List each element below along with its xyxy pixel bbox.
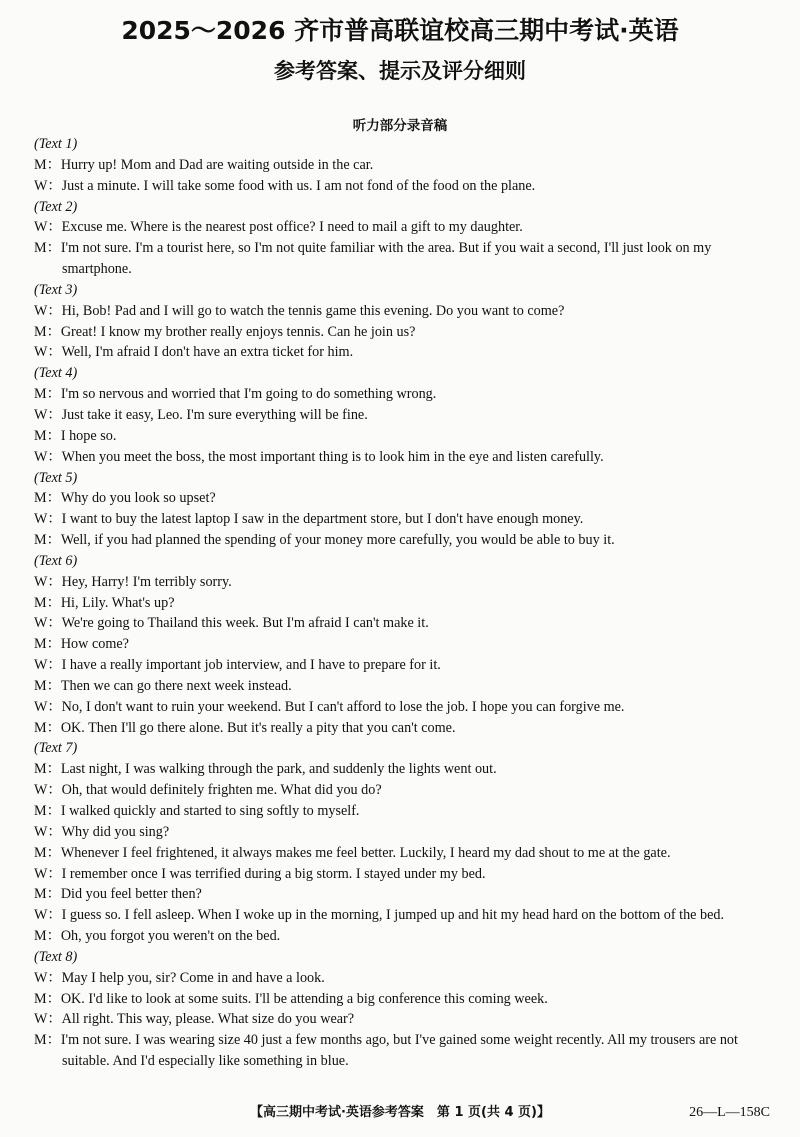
dialogue-line xyxy=(34,301,774,322)
speaker-label: W： xyxy=(34,823,62,840)
speaker-label: W： xyxy=(34,511,62,528)
dialogue-text: We're going to Thailand this week. But I'm afraid I can't make it. xyxy=(61,615,429,632)
speaker-label: W： xyxy=(34,406,62,423)
text-heading: (Text 1) xyxy=(34,136,78,152)
dialogue-line xyxy=(34,655,774,676)
speaker-label: W： xyxy=(34,615,62,632)
text-heading: (Text 3) xyxy=(34,281,78,298)
speaker-label: M： xyxy=(34,427,61,444)
dialogue-text: When you meet the boss, the most important thing is to look him in the eye and listen carefully. xyxy=(61,448,604,465)
speaker-label: W： xyxy=(34,865,62,882)
dialogue-line xyxy=(34,405,774,426)
dialogue-text: I want to buy the latest laptop I saw in the department store, but I don't have enough money. xyxy=(61,511,584,528)
speaker-label: M： xyxy=(34,677,61,694)
page-title: 2025～2026 齐市普高联谊校高三期中考试·英语 xyxy=(121,16,679,45)
dialogue-text: No, I don't want to ruin your weekend. But I can't afford to lose the job. I hope you can forgive me. xyxy=(61,698,625,715)
page-subtitle: 参考答案、提示及评分细则 xyxy=(274,59,526,83)
transcript xyxy=(34,134,774,1072)
speaker-label: W： xyxy=(34,782,62,799)
footer-code: 26—L—158C xyxy=(689,1105,770,1120)
dialogue-text: Oh, you forgot you weren't on the bed. xyxy=(60,928,281,945)
dialogue-text: Well, I'm afraid I don't have an extra ticket for him. xyxy=(61,344,354,361)
dialogue-line xyxy=(34,718,774,739)
dialogue-text: May I help you, sir? Come in and have a look. xyxy=(61,969,325,986)
speaker-label: M： xyxy=(34,240,61,257)
speaker-label: M： xyxy=(34,1032,61,1049)
dialogue-line xyxy=(34,384,774,405)
speaker-label: W： xyxy=(34,907,62,924)
section-title: 听力部分录音稿 xyxy=(352,118,448,134)
dialogue-line xyxy=(34,1030,774,1072)
dialogue-text: Just a minute. I will take some food with us. I am not fond of the food on the plane. xyxy=(61,177,536,194)
dialogue-line xyxy=(34,697,774,718)
text-heading: (Text 4) xyxy=(34,365,78,382)
dialogue-text: Why did you sing? xyxy=(61,823,170,840)
dialogue-text: Then we can go there next week instead. xyxy=(60,677,292,694)
dialogue-line xyxy=(34,759,774,780)
speaker-label: W： xyxy=(34,1011,62,1028)
dialogue-line xyxy=(34,634,774,655)
dialogue-line xyxy=(34,447,774,468)
dialogue-text: I guess so. I fell asleep. When I woke up in the morning, I jumped up and hit my head hard on the bottom of the bed. xyxy=(61,907,725,924)
dialogue-line xyxy=(34,238,774,280)
dialogue-line xyxy=(34,905,774,926)
text-heading: (Text 7) xyxy=(34,740,78,757)
speaker-label: W： xyxy=(34,448,62,465)
text-heading: (Text 6) xyxy=(34,552,78,569)
speaker-label: W： xyxy=(34,573,62,590)
dialogue-line xyxy=(34,1009,774,1030)
dialogue-text: Excuse me. Where is the nearest post office? I need to mail a gift to my daughter. xyxy=(61,219,523,236)
speaker-label: M： xyxy=(34,636,61,653)
speaker-label: M： xyxy=(34,803,61,819)
dialogue-text: I remember once I was terrified during a big storm. I stayed under my bed. xyxy=(61,865,486,882)
dialogue-line xyxy=(34,968,774,989)
dialogue-text: Hi, Bob! Pad and I will go to watch the tennis game this evening. Do you want to come? xyxy=(61,302,565,319)
dialogue-line xyxy=(34,217,774,238)
dialogue-text: I walked quickly and started to sing softly to myself. xyxy=(60,803,360,819)
speaker-label: M： xyxy=(34,386,61,403)
footer-page-info: 【高三期中考试·英语参考答案 第 1 页(共 4 页)】 xyxy=(249,1105,551,1120)
dialogue-line xyxy=(34,322,774,343)
dialogue-text: Hi, Lily. What's up? xyxy=(60,594,175,611)
dialogue-line xyxy=(34,426,774,447)
dialogue-text: Great! I know my brother really enjoys tennis. Can he join us? xyxy=(60,323,416,340)
dialogue-text: Whenever I feel frightened, it always makes me feel better. Luckily, I heard my dad shout to me at the gate. xyxy=(60,844,671,861)
dialogue-line xyxy=(34,780,774,801)
speaker-label: M： xyxy=(34,156,61,173)
speaker-label: W： xyxy=(34,698,62,715)
speaker-label: M： xyxy=(34,761,61,778)
speaker-label: W： xyxy=(34,219,62,236)
text-heading: (Text 2) xyxy=(34,198,78,215)
dialogue-line xyxy=(34,801,774,822)
dialogue-line xyxy=(34,926,774,947)
dialogue-text: I'm not sure. I'm a tourist here, so I'm not quite familiar with the area. But if you wait a second, I'll just look on my smartphone. xyxy=(60,240,712,278)
speaker-label: W： xyxy=(34,302,62,319)
dialogue-text: OK. Then I'll go there alone. But it's really a pity that you can't come. xyxy=(60,719,456,736)
dialogue-text: OK. I'd like to look at some suits. I'll be attending a big conference this coming week. xyxy=(60,990,548,1007)
dialogue-text: Well, if you had planned the spending of your money more carefully, you would be able to buy it. xyxy=(60,532,615,549)
dialogue-line xyxy=(34,843,774,864)
speaker-label: W： xyxy=(34,177,62,194)
dialogue-text: Why do you look so upset? xyxy=(60,490,216,507)
dialogue-line xyxy=(34,342,774,363)
speaker-label: M： xyxy=(34,990,61,1007)
dialogue-line xyxy=(34,613,774,634)
dialogue-line xyxy=(34,593,774,614)
dialogue-text: Did you feel better then? xyxy=(60,886,202,903)
dialogue-line xyxy=(34,572,774,593)
text-heading: (Text 5) xyxy=(34,469,78,486)
dialogue-text: Oh, that would definitely frighten me. What did you do? xyxy=(61,782,382,799)
speaker-label: M： xyxy=(34,719,61,736)
speaker-label: M： xyxy=(34,532,61,549)
dialogue-text: How come? xyxy=(60,636,129,653)
speaker-label: M： xyxy=(34,844,61,861)
speaker-label: M： xyxy=(34,594,61,611)
dialogue-line xyxy=(34,822,774,843)
dialogue-text: I hope so. xyxy=(60,427,117,444)
dialogue-line xyxy=(34,488,774,509)
dialogue-line xyxy=(34,176,774,197)
speaker-label: M： xyxy=(34,323,61,340)
dialogue-line xyxy=(34,884,774,905)
dialogue-text: I'm not sure. I was wearing size 40 just a few months ago, but I've gained some weight recently. All my trousers are not suitable. And I'd especially like something in blue. xyxy=(60,1032,738,1070)
dialogue-text: I have a really important job interview, and I have to prepare for it. xyxy=(61,657,441,674)
dialogue-line xyxy=(34,989,774,1010)
dialogue-line xyxy=(34,864,774,885)
dialogue-line xyxy=(34,676,774,697)
dialogue-text: Just take it easy, Leo. I'm sure everything will be fine. xyxy=(61,406,368,423)
speaker-label: M： xyxy=(34,490,61,507)
dialogue-text: Hey, Harry! I'm terribly sorry. xyxy=(61,573,232,590)
dialogue-line xyxy=(34,509,774,530)
dialogue-line xyxy=(34,155,774,176)
dialogue-text: Hurry up! Mom and Dad are waiting outside in the car. xyxy=(60,156,374,173)
dialogue-text: Last night, I was walking through the park, and suddenly the lights went out. xyxy=(60,761,497,778)
dialogue-text: I'm so nervous and worried that I'm going to do something wrong. xyxy=(60,386,437,403)
speaker-label: M： xyxy=(34,886,61,903)
speaker-label: W： xyxy=(34,657,62,674)
speaker-label: W： xyxy=(34,344,62,361)
speaker-label: W： xyxy=(34,969,62,986)
page-footer xyxy=(0,1102,800,1124)
dialogue-line xyxy=(34,530,774,551)
text-heading: (Text 8) xyxy=(34,948,78,965)
dialogue-text: All right. This way, please. What size do you wear? xyxy=(61,1011,355,1028)
speaker-label: M： xyxy=(34,928,61,945)
